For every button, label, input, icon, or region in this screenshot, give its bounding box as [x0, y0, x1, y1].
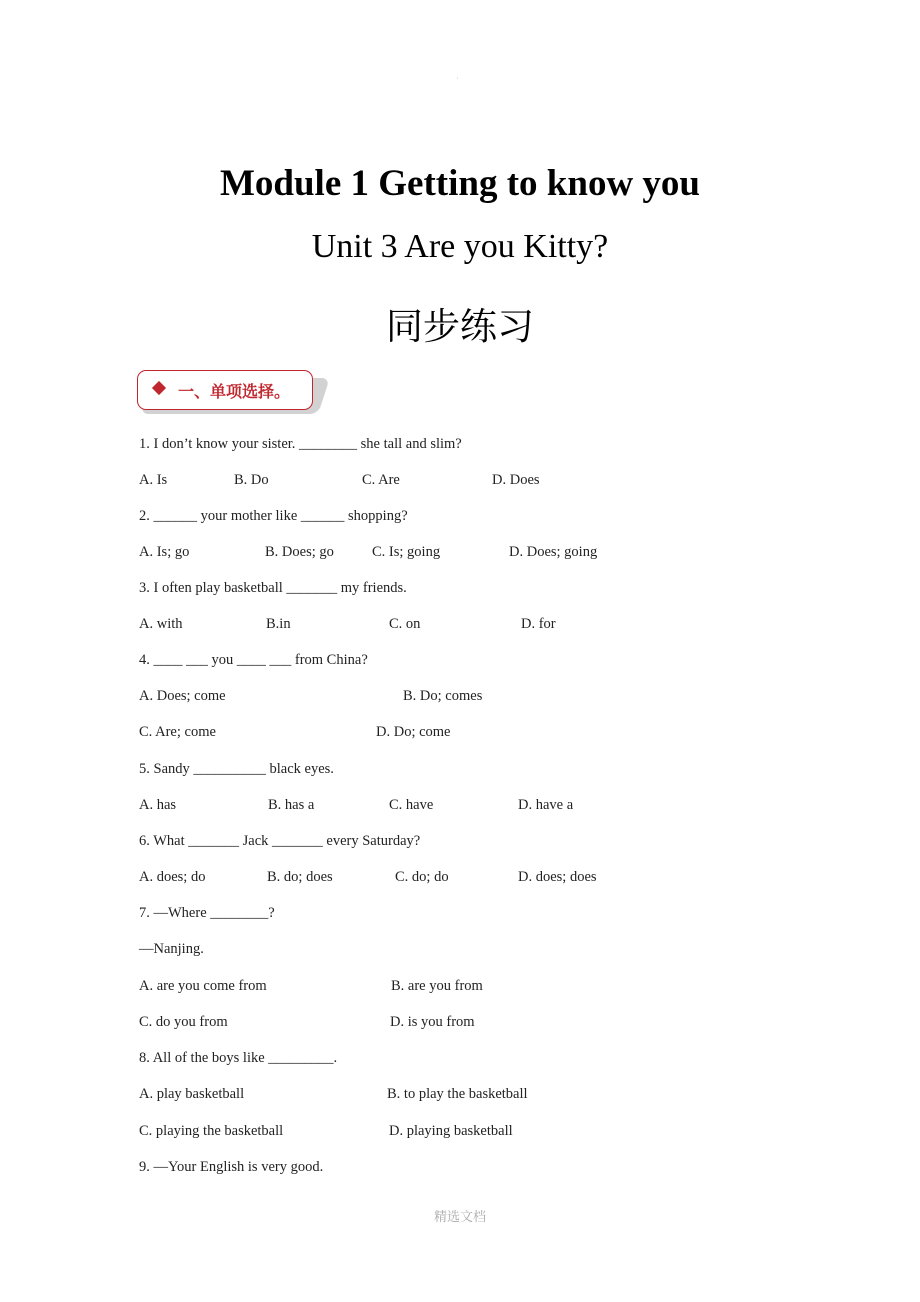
section-label: 一、单项选择。 — [178, 382, 291, 401]
q6-option-d: D. does; does — [518, 869, 597, 885]
q7-option-c: C. do you from — [139, 1014, 228, 1030]
q3-option-c: C. on — [389, 616, 421, 632]
q2-option-d: D. Does; going — [509, 544, 598, 560]
question-4: 4. ____ ___ you ____ ___ from China? — [139, 652, 368, 668]
question-9: 9. —Your English is very good. — [139, 1159, 324, 1175]
question-2: 2. ______ your mother like ______ shopping? — [139, 508, 408, 524]
q5-option-c: C. have — [389, 797, 434, 813]
q2-option-c: C. Is; going — [372, 544, 441, 560]
q2-option-b: B. Does; go — [265, 544, 334, 560]
q8-option-a: A. play basketball — [139, 1086, 245, 1102]
diamond-icon — [152, 381, 166, 395]
q4-option-b: B. Do; comes — [403, 688, 483, 704]
q5-option-b: B. has a — [268, 797, 315, 813]
q1-option-a: A. Is — [139, 472, 168, 488]
q3-option-d: D. for — [521, 616, 556, 632]
question-3: 3. I often play basketball _______ my friends. — [139, 580, 407, 596]
question-8: 8. All of the boys like _________. — [139, 1050, 338, 1066]
q5-option-a: A. has — [139, 797, 177, 813]
q7-option-a: A. are you come from — [139, 978, 267, 994]
q3-option-b: B.in — [266, 616, 291, 632]
question-7: 7. —Where ________? — [139, 905, 275, 921]
question-6: 6. What _______ Jack _______ every Saturday? — [139, 833, 421, 849]
q1-option-b: B. Do — [234, 472, 269, 488]
q4-option-d: D. Do; come — [376, 724, 451, 740]
q7-option-b: B. are you from — [391, 978, 483, 994]
unit-subtitle: Unit 3 Are you Kitty? — [311, 228, 609, 265]
question-7-answer-line: —Nanjing. — [139, 941, 204, 957]
q1-option-c: C. Are — [362, 472, 400, 488]
q5-option-d: D. have a — [518, 797, 574, 813]
q6-option-a: A. does; do — [139, 869, 206, 885]
q3-option-a: A. with — [139, 616, 183, 632]
q4-option-c: C. Are; come — [139, 724, 216, 740]
section-header — [137, 370, 313, 410]
page-title: Module 1 Getting to know you — [219, 163, 700, 204]
q1-option-d: D. Does — [492, 472, 540, 488]
q7-option-d: D. is you from — [390, 1014, 475, 1030]
question-5: 5. Sandy __________ black eyes. — [139, 761, 334, 777]
q8-option-d: D. playing basketball — [389, 1123, 513, 1139]
q8-option-c: C. playing the basketball — [139, 1123, 284, 1139]
q6-option-c: C. do; do — [395, 869, 449, 885]
top-mark: · — [456, 74, 459, 83]
page-footer: 精选文档 — [433, 1210, 486, 1225]
q8-option-b: B. to play the basketball — [387, 1086, 528, 1102]
practice-heading: 同步练习 — [386, 305, 534, 348]
q2-option-a: A. Is; go — [139, 544, 190, 560]
question-1: 1. I don’t know your sister. ________ she tall and slim? — [139, 436, 462, 452]
q4-option-a: A. Does; come — [139, 688, 226, 704]
q6-option-b: B. do; does — [267, 869, 333, 885]
